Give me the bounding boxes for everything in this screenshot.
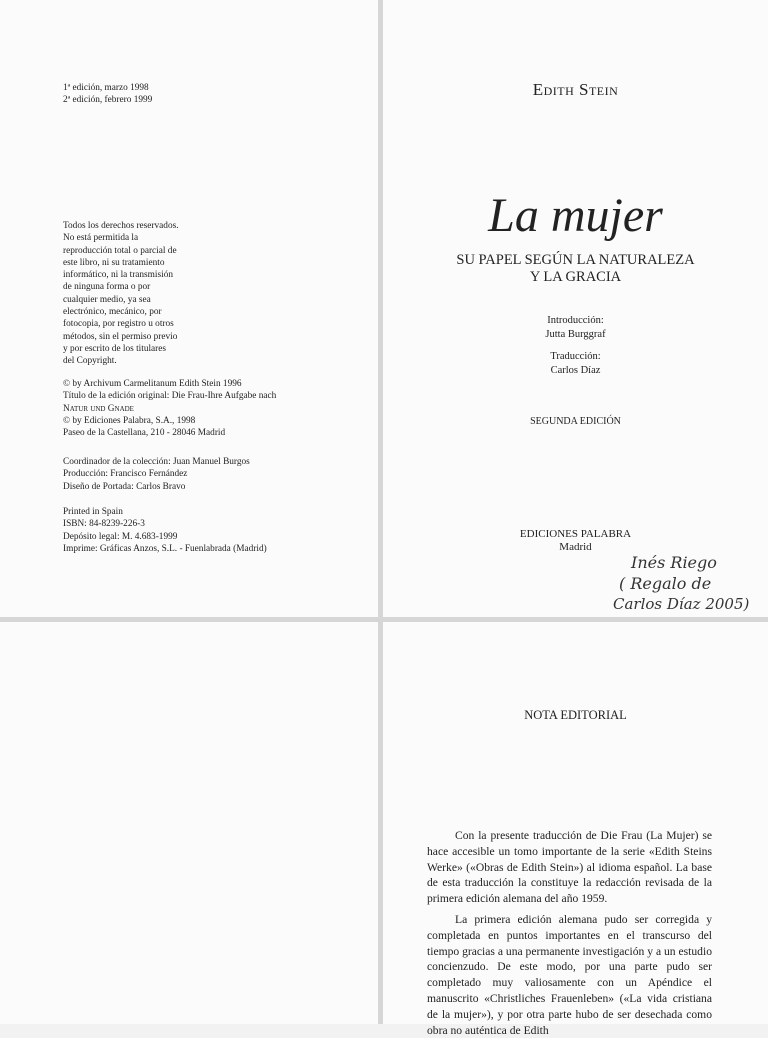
intro-label: Introducción: <box>547 315 604 326</box>
rights-line: No está permitida la <box>63 233 139 244</box>
rights-line: de ninguna forma o por <box>63 282 151 293</box>
copyright-line: © by Archivum Carmelitanum Edith Stein 1996 <box>63 379 242 389</box>
edition-label: SEGUNDA EDICIÓN <box>530 416 621 427</box>
copyright-line: © by Ediciones Palabra, S.A., 1998 <box>63 415 196 426</box>
title-page <box>383 0 768 617</box>
edition-line: 1ª edición, marzo 1998 <box>63 83 149 93</box>
rights-line: fotocopia, por registro u otros <box>63 319 174 330</box>
rights-line: cualquier medio, ya sea <box>63 294 151 305</box>
print-info-block <box>63 506 267 555</box>
print-line: Depósito legal: M. 4.683-1999 <box>63 531 178 542</box>
publisher-block <box>383 528 768 554</box>
translation-label: Traducción: <box>550 351 601 362</box>
credit-line: Producción: Francisco Fernández <box>63 469 188 480</box>
rights-line: del Copyright. <box>63 356 117 367</box>
rights-line: y por escrito de los titulares <box>63 343 167 354</box>
author-name: Edith Stein <box>532 80 619 99</box>
handwriting-line: Carlos Díaz 2005) <box>613 595 750 613</box>
publisher-name: EDICIONES PALABRA <box>519 528 632 540</box>
intro-name: Jutta Burggraf <box>545 329 606 340</box>
editorial-note-page <box>383 622 768 1037</box>
rights-line: Todos los derechos reservados. <box>63 221 179 231</box>
copyright-line: Paseo de la Castellana, 210 - 28046 Madrid <box>63 428 226 439</box>
print-line: ISBN: 84-8239-226-3 <box>63 519 145 530</box>
handwritten-dedication <box>613 552 750 615</box>
credit-line: Diseño de Portada: Carlos Bravo <box>63 481 186 492</box>
book-title: La mujer <box>488 189 663 242</box>
rights-notice <box>63 220 179 368</box>
editorial-paragraph: Con la presente traducción de Die Frau (La Mujer) se hace accesible un tomo importante de la serie «Edith Steins Werke» («Obras de Edith Stein») al idioma español. La base de esta traducción la constituye la redacción revisada de la primera edición alemana del año 1959. <box>427 829 712 906</box>
editorial-paragraph: La primera edición alemana pudo ser corregida y completada en puntos importantes en el transcurso del tiempo gracias a una permanente investigación y a un estudio concienzudo. De este modo, por una parte pudo ser completado muy valiosamente con un Apéndice el manuscrito «Christliches Frauenleben» («La vida cristiana de la mujer»), y por otra parte hubo de ser desechada como obra no auténtica de Edith <box>427 913 712 1037</box>
subtitle-line: Y LA GRACIA <box>529 269 622 285</box>
translation-name: Carlos Díaz <box>550 365 601 376</box>
credits-block <box>63 456 250 493</box>
rights-line: electrónico, mecánico, por <box>63 307 162 318</box>
subtitle-line: SU PAPEL SEGÚN LA NATURALEZA <box>456 252 695 268</box>
rights-line: informático, ni la transmisión <box>63 270 173 281</box>
editorial-heading: NOTA EDITORIAL <box>524 708 627 722</box>
copyright-line: Natur und Gnade <box>63 403 134 414</box>
rights-line: este libro, ni su tratamiento <box>63 257 165 268</box>
translation-credit <box>383 350 768 378</box>
rights-line: reproducción total o parcial de <box>63 245 177 256</box>
copyright-page <box>0 0 378 617</box>
publisher-city: Madrid <box>559 541 592 553</box>
edition-list <box>63 82 152 107</box>
introduction-credit <box>383 314 768 342</box>
copyright-block <box>63 378 276 439</box>
blank-page <box>0 622 378 1024</box>
handwriting-line: Inés Riego <box>631 553 717 572</box>
print-line: Imprime: Gráficas Anzos, S.L. - Fuenlabrada (Madrid) <box>63 543 267 554</box>
rights-line: métodos, sin el permiso previo <box>63 331 178 342</box>
print-line: Printed in Spain <box>63 507 123 517</box>
handwriting-line: ( Regalo de <box>619 574 712 593</box>
book-subtitle <box>383 252 768 286</box>
edition-line: 2ª edición, febrero 1999 <box>63 95 153 106</box>
copyright-line: Título de la edición original: Die Frau-Ihre Aufgabe nach <box>63 391 277 402</box>
credit-line: Coordinador de la colección: Juan Manuel Burgos <box>63 457 250 467</box>
